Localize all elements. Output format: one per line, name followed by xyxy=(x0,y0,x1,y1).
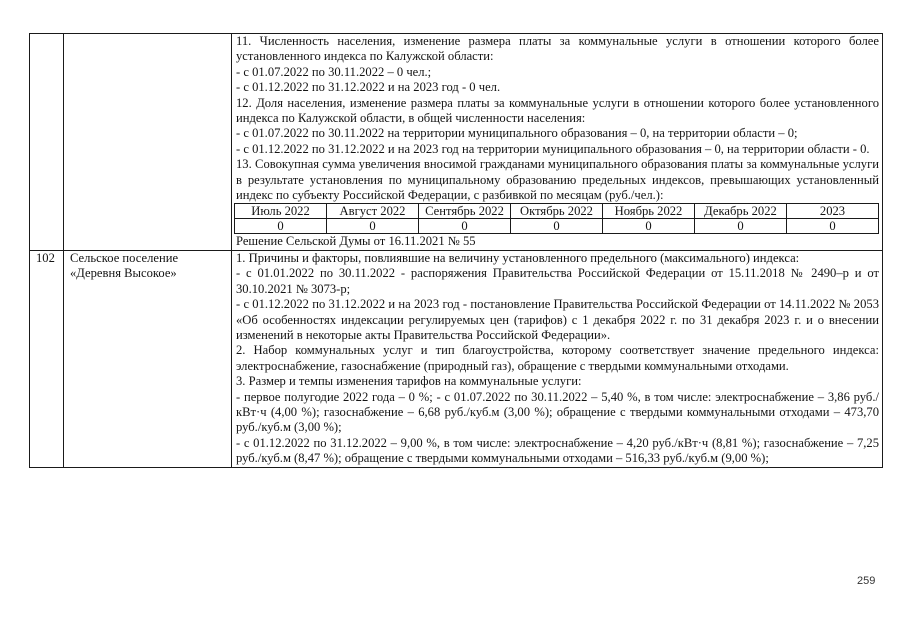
municipality-name-cell: Сельское поселение «Деревня Высокое» xyxy=(64,250,232,467)
table-row xyxy=(30,34,883,251)
month-value: 0 xyxy=(603,219,695,234)
paragraph: 13. Совокупная сумма увеличения вносимой гражданами муниципального образования платы за коммунальные услуги в результате установления по муниципальному образованию предельных индексов, превышающих установленный индекс по субъекту Российской Федерации, с разбивкой по месяцам (руб./чел.): xyxy=(236,157,879,203)
paragraph: 12. Доля населения, изменение размера платы за коммунальные услуги в отношении которого более установленного индекса по Калужской области, в общей численности населения: xyxy=(236,95,879,126)
table-row xyxy=(30,250,883,467)
paragraph: - с 01.07.2022 по 30.11.2022 на территории муниципального образования – 0, на территории области – 0; xyxy=(236,126,798,141)
month-value: 0 xyxy=(695,219,787,234)
decision-reference: Решение Сельской Думы от 16.11.2021 № 55 xyxy=(236,234,476,249)
months-value-row xyxy=(235,219,879,234)
monthly-amount-table xyxy=(234,203,879,234)
paragraph: 11. Численность населения, изменение размера платы за коммунальные услуги в отношении которого более установленного индекса по Калужской области: xyxy=(236,34,879,64)
row-number-cell: 102 xyxy=(30,250,64,467)
month-header: Октябрь 2022 xyxy=(511,204,603,219)
paragraph: - первое полугодие 2022 года – 0 %; - с 01.07.2022 по 30.11.2022 – 5,40 %, в том числе: электроснабжение – 3,86 руб./кВт·ч (4,00 %); газоснабжение – 6,68 руб./куб.м (3,00 %); обращение с твердыми коммунальными отходами – 473,70 руб./куб.м (3,00 %); xyxy=(236,389,879,435)
month-header: Декабрь 2022 xyxy=(695,204,787,219)
months-header-row xyxy=(235,204,879,219)
paragraph: - с 01.12.2022 по 31.12.2022 и на 2023 год - 0 чел. xyxy=(236,80,501,95)
month-header: Август 2022 xyxy=(327,204,419,219)
paragraph: 2. Набор коммунальных услуг и тип благоустройства, которому соответствует значение предельного индекса: электроснабжение, газоснабжение (природный газ), обращение с твердыми коммунальными отходами. xyxy=(236,343,879,373)
paragraph: - с 01.07.2022 по 30.11.2022 – 0 чел.; xyxy=(236,64,432,79)
page-number: 259 xyxy=(857,575,876,587)
month-value: 0 xyxy=(327,219,419,234)
month-header: Сентябрь 2022 xyxy=(419,204,511,219)
paragraph: 1. Причины и факторы, повлиявшие на величину установленного предельного (максимального) индекса: xyxy=(236,250,800,265)
month-value: 0 xyxy=(511,219,603,234)
paragraph: - с 01.12.2022 по 31.12.2022 и на 2023 год на территории муниципального образования – 0, на территории области - 0. xyxy=(236,141,870,156)
month-header: 2023 xyxy=(787,204,879,219)
document-table xyxy=(29,33,883,468)
paragraph: - с 01.01.2022 по 30.11.2022 - распоряжения Правительства Российской Федерации от 15.11.2018 № 2490–р и от 30.10.2021 № 3073-р; xyxy=(236,266,879,296)
month-value: 0 xyxy=(787,219,879,234)
description-cell xyxy=(232,34,883,251)
paragraph: - с 01.12.2022 по 31.12.2022 – 9,00 %, в том числе: электроснабжение – 4,20 руб./кВт·ч (8,81 %); газоснабжение – 7,25 руб./куб.м (8,47 %); обращение с твердыми коммунальными отходами – 516,33 руб./куб.м (9,00 %); xyxy=(236,435,879,466)
paragraph: - с 01.12.2022 по 31.12.2022 и на 2023 год - постановление Правительства Российской Федерации от 14.11.2022 № 2053 «Об особенностях индексации регулируемых цен (тарифов) с 1 декабря 2022 г. по 31 декабря 2023 г. и о внесении изменений в некоторые акты Правительства Российской Федерации». xyxy=(236,297,879,342)
paragraph: 3. Размер и темпы изменения тарифов на коммунальные услуги: xyxy=(236,374,582,389)
month-header: Июль 2022 xyxy=(235,204,327,219)
month-header: Ноябрь 2022 xyxy=(603,204,695,219)
month-value: 0 xyxy=(235,219,327,234)
municipality-name-cell xyxy=(64,34,232,251)
month-value: 0 xyxy=(419,219,511,234)
row-number-cell xyxy=(30,34,64,251)
description-cell xyxy=(232,250,883,467)
